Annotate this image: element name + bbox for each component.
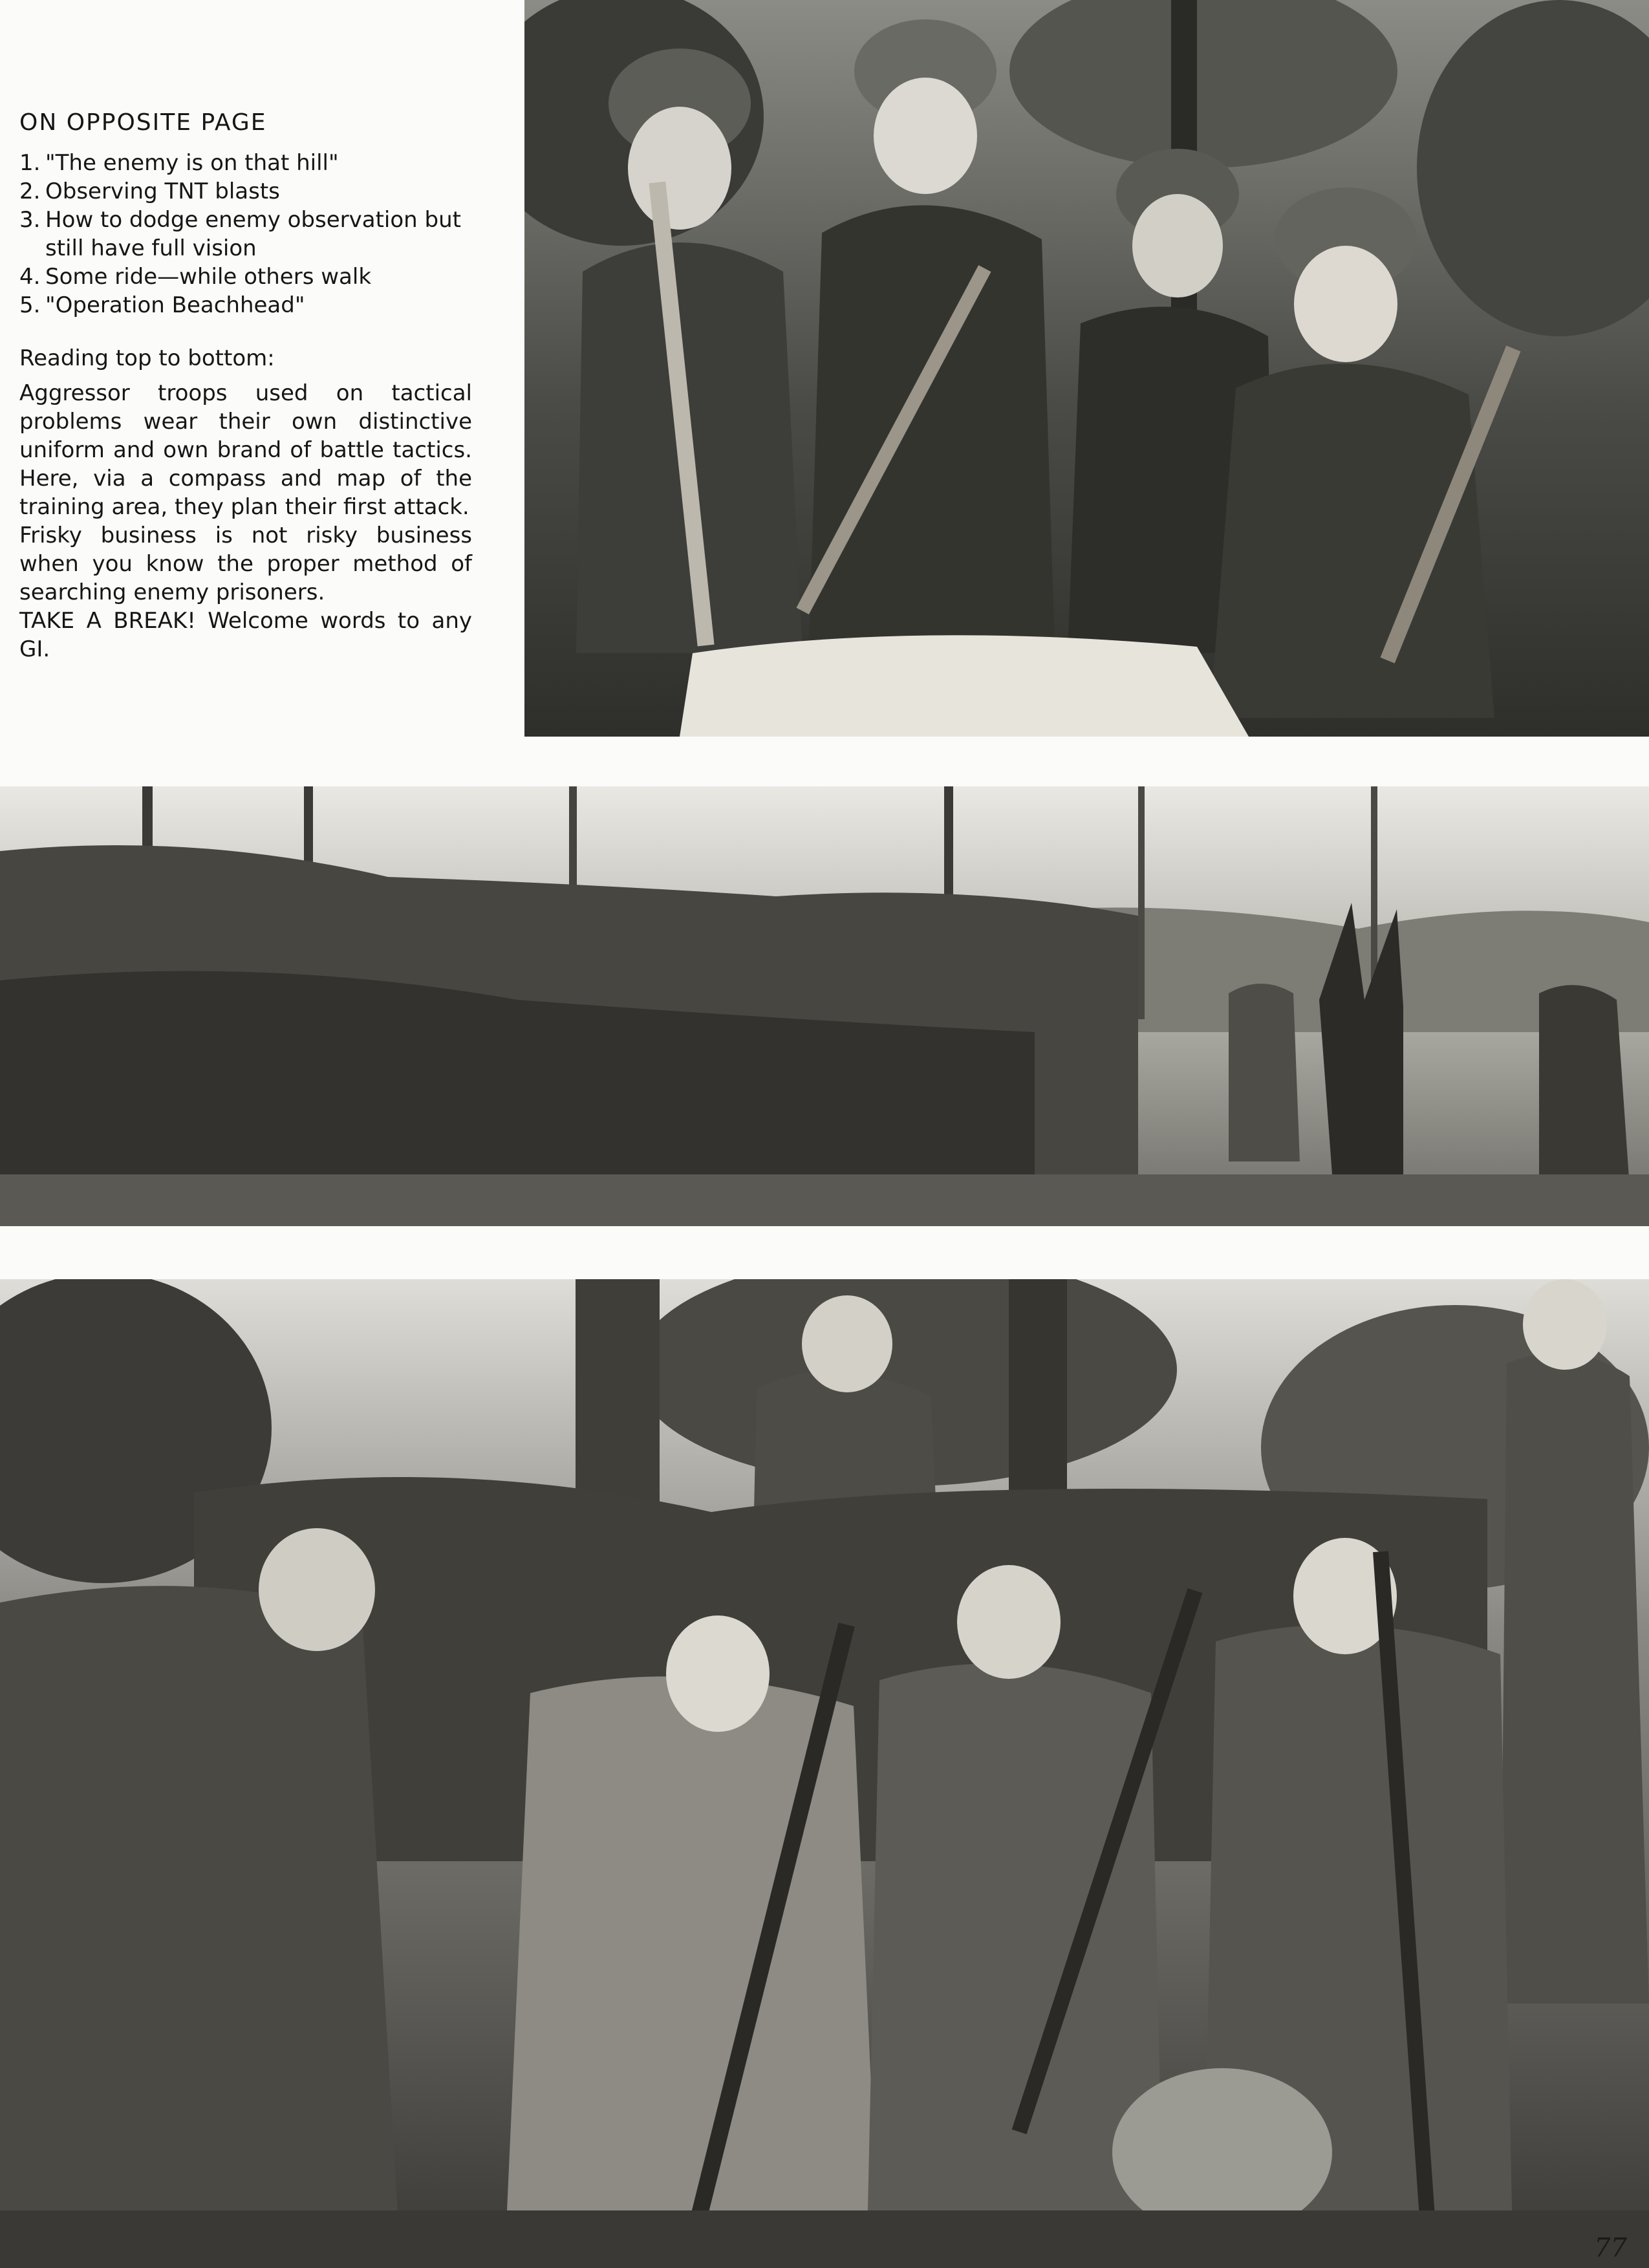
caption-item-number: 4.	[19, 264, 41, 290]
caption-item-number: 3.	[19, 207, 41, 233]
caption-list-item	[19, 291, 472, 319]
reading-order-label: Reading top to bottom:	[19, 345, 275, 371]
caption-paragraph-prisoners: Frisky business is not risky business when you know the proper method of searching enemy prisoners.	[19, 523, 472, 605]
caption-list-item	[19, 206, 472, 263]
caption-item-text: "The enemy is on that hill"	[45, 150, 339, 176]
caption-paragraph-break: TAKE A BREAK! Welcome words to any GI.	[19, 608, 472, 662]
photo-searching-prisoners-image	[0, 786, 1649, 1226]
photo-aggressor-troops-map	[524, 0, 1649, 737]
photo-aggressor-troops-image	[524, 0, 1649, 737]
caption-list-item	[19, 263, 472, 291]
page-number: 77	[1594, 2233, 1627, 2263]
caption-item-text: Observing TNT blasts	[45, 178, 280, 204]
caption-paragraph-aggressor: Aggressor troops used on tactical problems wear their own distinctive uniform and own brand of battle tactics. Here, via a compass and map of the training area, they plan their first attack.	[19, 380, 472, 520]
caption-item-number: 1.	[19, 150, 41, 176]
caption-list-item	[19, 177, 472, 206]
caption-item-text: How to dodge enemy observation but still have full vision	[45, 207, 461, 261]
caption-item-text: Some ride—while others walk	[45, 264, 372, 290]
caption-heading: ON OPPOSITE PAGE	[19, 109, 267, 136]
caption-list	[19, 149, 472, 319]
photo-take-a-break	[0, 1279, 1649, 2268]
caption-block	[19, 109, 472, 664]
caption-item-text: "Operation Beachhead"	[45, 292, 305, 318]
caption-item-number: 5.	[19, 292, 41, 318]
caption-item-number: 2.	[19, 178, 41, 204]
caption-list-item	[19, 149, 472, 177]
photo-take-a-break-image	[0, 1279, 1649, 2268]
photo-searching-prisoners	[0, 786, 1649, 1226]
